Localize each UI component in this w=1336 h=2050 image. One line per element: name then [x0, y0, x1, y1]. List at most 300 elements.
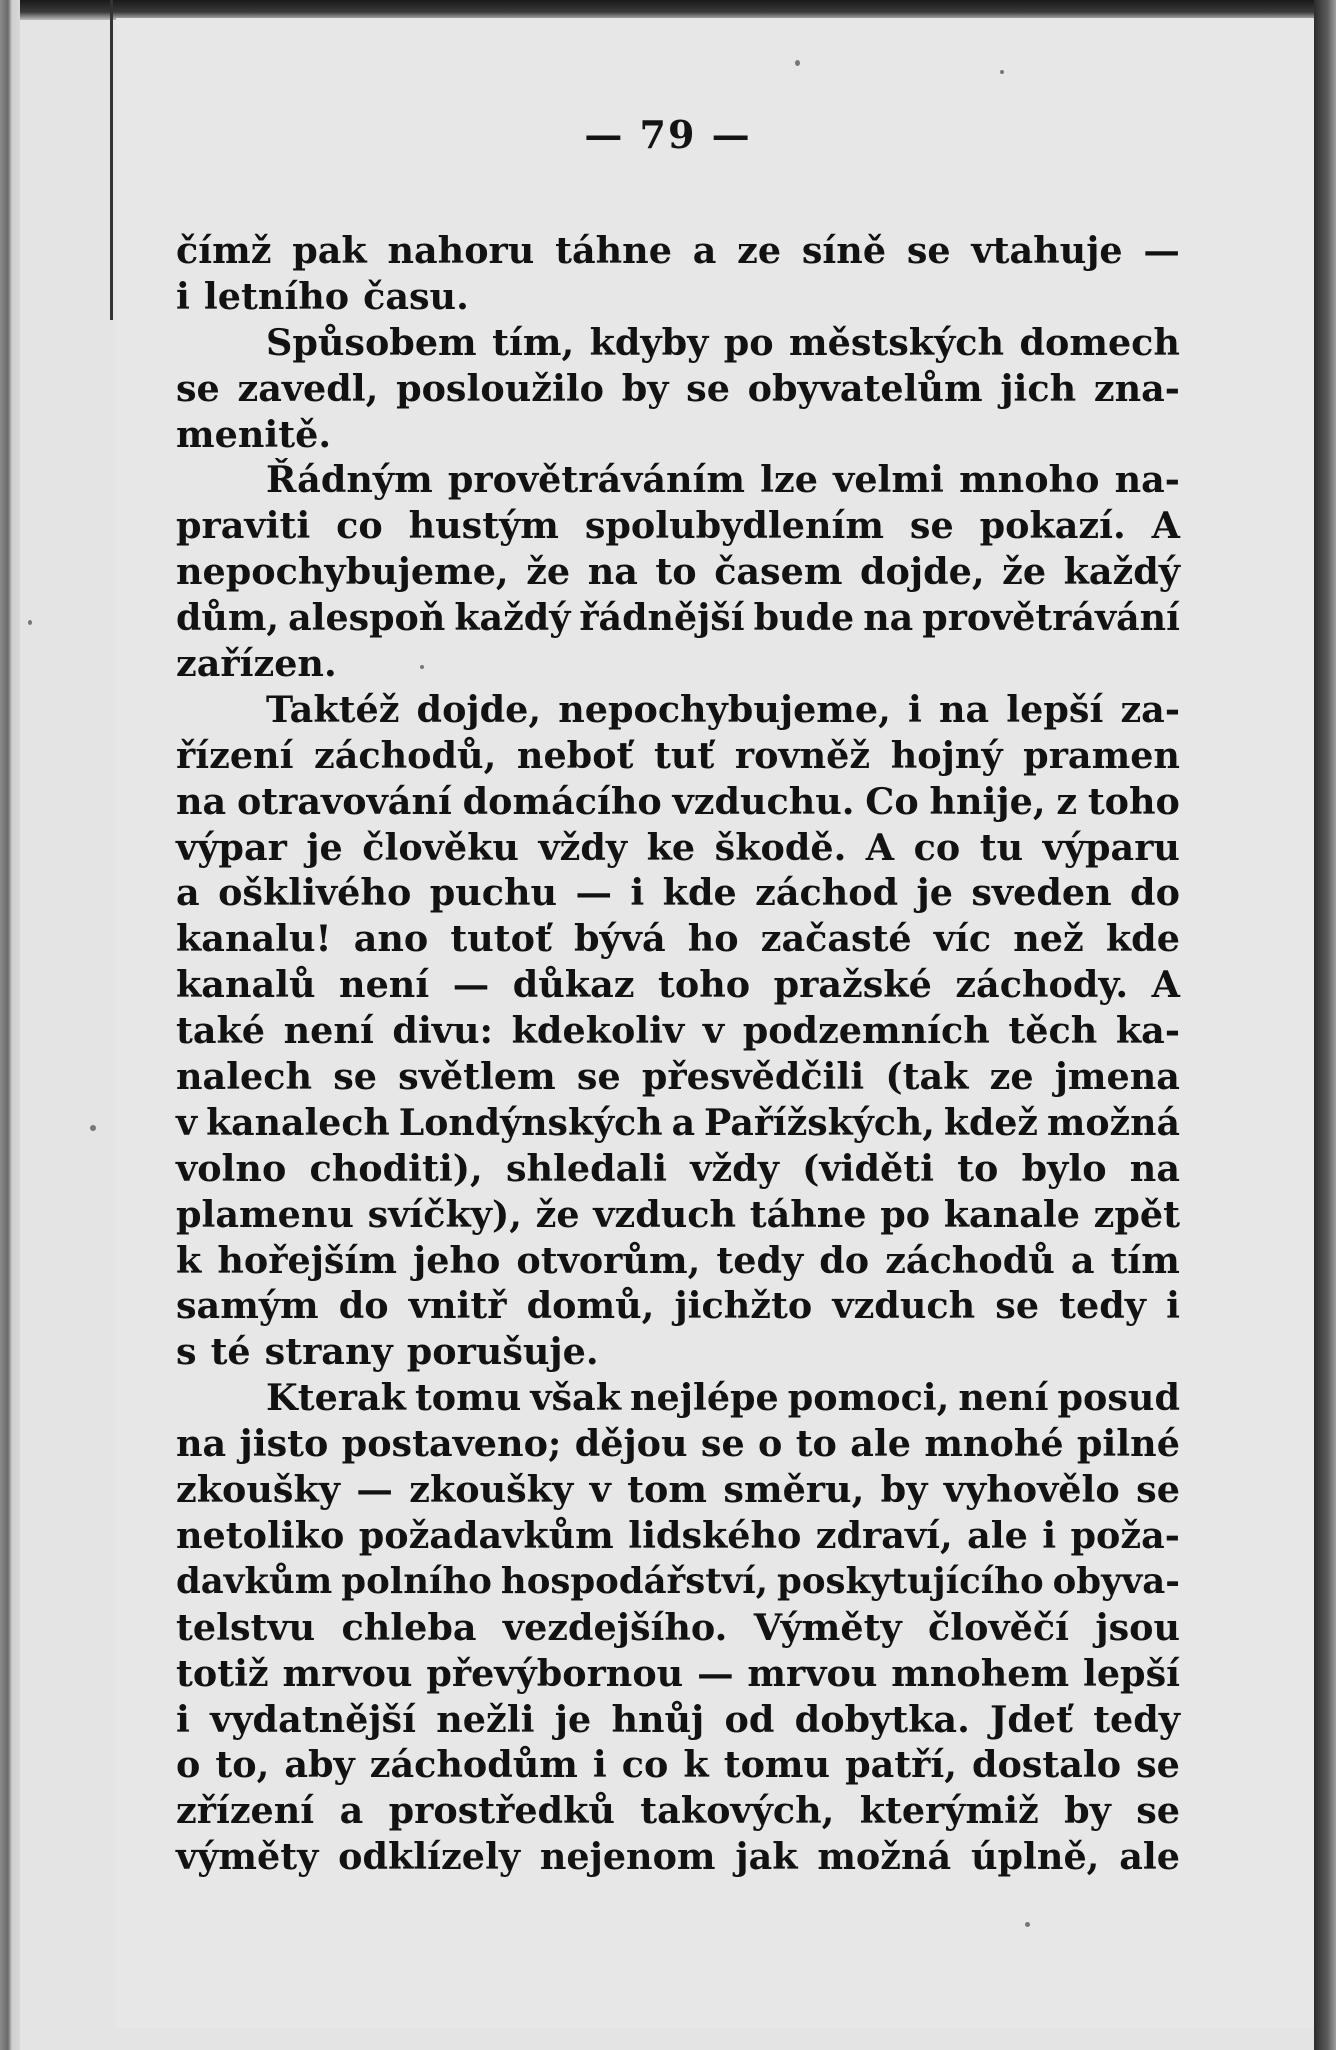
word: zdraví,	[815, 1513, 953, 1557]
word: na	[176, 1422, 227, 1466]
word: obyva-	[1052, 1560, 1180, 1602]
word: zpět	[1093, 1192, 1180, 1236]
body-text	[176, 228, 1180, 1880]
word: se	[1136, 1468, 1180, 1512]
word: lze	[760, 458, 818, 502]
word: poskytujícího	[777, 1560, 1044, 1602]
word: ano	[353, 917, 429, 961]
text-line	[176, 962, 1180, 1008]
text-line	[176, 366, 1180, 412]
word: i	[176, 1697, 190, 1741]
word: Pařížských,	[704, 1100, 935, 1144]
word: ze	[989, 1055, 1034, 1099]
text-line	[176, 457, 1180, 503]
word: síně	[801, 229, 887, 272]
word: porušuje.	[406, 1330, 599, 1374]
word: je	[554, 1697, 592, 1741]
word: hospodářství,	[500, 1560, 769, 1602]
word: davkům	[176, 1560, 333, 1602]
word: časem	[714, 550, 843, 594]
word: menitě.	[176, 412, 332, 456]
word: pokazí.	[979, 504, 1126, 548]
word: provětráváním	[447, 458, 746, 502]
text-line	[176, 687, 1180, 733]
word: táhne	[749, 1192, 867, 1236]
word: zřízení	[176, 1789, 315, 1833]
word: záchodů,	[314, 733, 497, 777]
word: hustým	[408, 504, 559, 548]
word: —	[575, 871, 612, 915]
word: ošklivého	[218, 871, 412, 915]
word: choditi),	[309, 1146, 483, 1190]
word: po	[723, 320, 774, 364]
word: kanalů	[176, 963, 316, 1007]
word: takových,	[640, 1789, 835, 1833]
word: lidského	[628, 1513, 802, 1557]
word: vydatnější	[210, 1697, 416, 1741]
word: A	[865, 825, 895, 869]
text-line	[176, 1238, 1180, 1284]
word: škodě.	[714, 825, 847, 869]
word: vzduch	[593, 1192, 737, 1236]
word: světlem	[398, 1055, 556, 1099]
word: by	[880, 1468, 928, 1512]
word: není	[958, 1376, 1049, 1420]
word: je	[916, 871, 953, 915]
word: na	[863, 596, 914, 640]
word: kdež	[943, 1100, 1039, 1144]
text-line	[176, 1008, 1180, 1054]
word: alespoň	[288, 596, 446, 640]
word: aby	[284, 1743, 355, 1787]
word: tomu	[414, 1376, 522, 1420]
word: vyhovělo	[943, 1468, 1120, 1512]
word: plamenu	[176, 1192, 354, 1236]
word: posud	[1057, 1376, 1180, 1420]
word: domech	[1019, 320, 1180, 364]
word: prostředků	[388, 1789, 615, 1833]
word: do	[819, 1238, 870, 1282]
word: záchod	[755, 871, 899, 915]
word: to	[655, 550, 697, 594]
word: jak	[735, 1835, 798, 1879]
word: jsou	[1095, 1605, 1180, 1649]
text-line	[176, 1605, 1180, 1651]
word: dějou	[574, 1422, 688, 1466]
word: také	[176, 1009, 266, 1053]
word: v	[702, 1009, 725, 1053]
text-line	[176, 1100, 1180, 1146]
word: možná	[817, 1835, 952, 1879]
word: a	[176, 871, 200, 915]
word: provětrávání	[922, 596, 1180, 640]
word: do	[1130, 871, 1180, 915]
word: tu	[979, 825, 1024, 869]
word: vtahuje	[971, 229, 1123, 272]
word: že	[526, 550, 571, 594]
text-line	[176, 549, 1180, 595]
scan-right-edge	[1314, 0, 1336, 2050]
word: jichžto	[674, 1284, 813, 1328]
word: se	[909, 504, 954, 548]
binding-line	[110, 0, 119, 320]
word: otravování	[236, 779, 452, 823]
word: netoliko	[176, 1513, 345, 1557]
word: mnohé	[924, 1422, 1064, 1466]
word: dostalo	[971, 1743, 1122, 1787]
word: po	[880, 1192, 931, 1236]
word: spolubydlením	[584, 504, 885, 548]
word: by	[621, 366, 669, 410]
word: tedy	[1093, 1697, 1180, 1741]
word: vždy	[690, 1146, 779, 1190]
word: ka-	[1115, 1009, 1180, 1053]
word: Výměty	[753, 1605, 902, 1649]
word: co	[621, 1743, 669, 1787]
word: kde	[1105, 917, 1180, 961]
text-line	[176, 1467, 1180, 1513]
word: obyvatelům	[747, 366, 983, 410]
word: Taktéž	[266, 687, 400, 731]
word: i	[1042, 1513, 1057, 1557]
scan-left-edge	[0, 0, 20, 2050]
text-line	[176, 320, 1180, 366]
word: —	[356, 1468, 393, 1512]
text-line	[176, 733, 1180, 779]
word: záchodům	[369, 1743, 578, 1787]
text-line	[176, 1329, 1180, 1375]
dust-speck	[1025, 1922, 1030, 1927]
word: tom	[627, 1468, 708, 1512]
word: hojný	[890, 733, 1003, 777]
word: (viděti	[802, 1146, 934, 1190]
word: telstvu	[176, 1605, 316, 1649]
word: přesvědčili	[641, 1055, 865, 1099]
text-line	[176, 503, 1180, 549]
word: nahoru	[387, 229, 535, 272]
text-line	[176, 412, 1180, 458]
word: kanalu!	[176, 917, 332, 961]
word: pak	[292, 229, 367, 272]
word: posloužilo	[396, 366, 605, 410]
word: hnůj	[611, 1697, 705, 1741]
word: ho	[687, 917, 739, 961]
word: zkoušky	[409, 1468, 574, 1512]
word: na	[176, 779, 227, 823]
word: mrvou	[747, 1651, 878, 1695]
word: každý	[454, 596, 571, 640]
word: mnoho	[959, 458, 1100, 502]
word: zna-	[1093, 366, 1180, 410]
word: co	[913, 825, 961, 869]
word: se	[333, 1055, 377, 1099]
text-line	[176, 1559, 1180, 1605]
text-line	[176, 274, 1180, 320]
word: samým	[176, 1284, 319, 1328]
word: to	[795, 1422, 837, 1466]
dust-speck	[795, 60, 800, 66]
word: vzduchu.	[672, 779, 855, 823]
word: kanale	[943, 1192, 1080, 1236]
word: pražské	[773, 963, 932, 1007]
word: totiž	[176, 1651, 269, 1695]
word: na-	[1114, 458, 1180, 502]
word: o	[176, 1743, 201, 1787]
word: a	[1070, 1238, 1095, 1282]
text-line	[176, 779, 1180, 825]
word: lepší	[1082, 1651, 1180, 1695]
word: se	[906, 229, 951, 272]
word: se	[176, 366, 220, 410]
word: rovněž	[734, 733, 871, 777]
word: pomoci,	[787, 1376, 950, 1420]
word: tedy	[1059, 1284, 1146, 1328]
word: každý	[1063, 550, 1180, 594]
word: polního	[341, 1560, 492, 1602]
word: dojde,	[416, 687, 542, 731]
word: patří,	[845, 1743, 957, 1787]
word: není	[283, 1009, 374, 1053]
text-line	[176, 1651, 1180, 1697]
word: toho	[1087, 779, 1180, 823]
word: i	[176, 274, 190, 318]
text-line	[176, 1513, 1180, 1559]
word: než	[1013, 917, 1084, 961]
word: velmi	[833, 458, 944, 502]
word: se	[576, 1055, 621, 1099]
word: výměty	[176, 1835, 319, 1879]
word: to	[957, 1146, 999, 1190]
word: tedy	[716, 1238, 804, 1282]
word: —	[452, 963, 490, 1007]
word: by	[1064, 1789, 1111, 1833]
word: že	[535, 1192, 580, 1236]
word: tím,	[492, 320, 575, 364]
word: z	[1056, 779, 1078, 823]
page-number: — 79 —	[584, 112, 752, 157]
word: Řádným	[266, 458, 433, 502]
word: na	[587, 550, 638, 594]
word: chleba	[341, 1605, 477, 1649]
word: kanalech	[206, 1100, 390, 1144]
word: možná	[1047, 1100, 1180, 1144]
word: a	[692, 229, 717, 272]
word: Kterak	[266, 1376, 406, 1420]
word: hnije,	[929, 779, 1046, 823]
word: praviti	[176, 504, 311, 548]
word: začasté	[760, 917, 912, 961]
word: o	[758, 1422, 783, 1466]
word: A	[1151, 963, 1180, 1007]
word: bývá	[574, 917, 666, 961]
word: mrvou	[282, 1651, 413, 1695]
word: výparu	[1042, 825, 1180, 869]
word: podzemních	[742, 1009, 990, 1053]
text-line	[176, 1788, 1180, 1834]
word: že	[1002, 550, 1047, 594]
word: je	[306, 825, 343, 869]
word: toho	[658, 963, 751, 1007]
word: shledali	[505, 1146, 668, 1190]
word: těch	[1008, 1009, 1098, 1053]
word: nepochybujeme,	[558, 687, 891, 731]
word: otvorům,	[516, 1238, 701, 1282]
word: požadavkům	[358, 1513, 614, 1557]
word: neboť	[516, 733, 634, 777]
word: za-	[1120, 687, 1180, 731]
word: ale	[1119, 1835, 1180, 1879]
word: vzduch	[832, 1284, 976, 1328]
word: A	[1151, 504, 1180, 548]
word: převýbornou	[426, 1651, 684, 1695]
word: člověčí	[928, 1605, 1069, 1649]
text-line	[176, 1421, 1180, 1467]
word: s	[176, 1330, 197, 1374]
text-line	[176, 1697, 1180, 1743]
word: i	[1166, 1284, 1180, 1328]
word: zkoušky	[176, 1468, 340, 1512]
dust-speck	[1000, 70, 1004, 74]
word: řízení	[176, 733, 294, 777]
word: Londýnských	[398, 1100, 663, 1144]
word: tuť	[654, 733, 715, 777]
word: ze	[737, 229, 782, 272]
word: Co	[865, 779, 919, 823]
word: kdyby	[589, 320, 709, 364]
word: a	[671, 1100, 696, 1144]
word: se	[1136, 1789, 1180, 1833]
word: domů,	[526, 1284, 655, 1328]
word: i	[630, 871, 645, 915]
word: i	[592, 1743, 607, 1787]
word: ale	[967, 1513, 1028, 1557]
text-line	[176, 595, 1180, 641]
word: k	[176, 1238, 202, 1282]
word: jmena	[1054, 1055, 1180, 1099]
word: svíčky),	[367, 1192, 522, 1236]
text-line	[176, 870, 1180, 916]
text-line	[176, 641, 1180, 687]
word: mnohem	[891, 1651, 1070, 1695]
word: bylo	[1021, 1146, 1107, 1190]
word: na	[1129, 1146, 1180, 1190]
word: času.	[363, 274, 469, 318]
word: letního	[203, 274, 350, 318]
word: od	[724, 1697, 775, 1741]
word: Jdeť	[990, 1697, 1073, 1741]
word: městských	[789, 320, 1005, 364]
dust-speck	[90, 1125, 96, 1131]
text-line	[176, 228, 1180, 274]
word: táhne	[555, 229, 672, 272]
word: —	[1143, 229, 1180, 272]
text-line	[176, 1054, 1180, 1100]
word: vezdejšího.	[502, 1605, 728, 1649]
word: postaveno;	[341, 1422, 562, 1466]
word: jeho	[413, 1238, 501, 1282]
word: lepší	[1006, 687, 1104, 731]
text-line	[176, 1742, 1180, 1788]
word: bude	[753, 596, 855, 640]
word: (tak	[885, 1055, 969, 1099]
word: na	[938, 687, 990, 731]
word: směru,	[723, 1468, 865, 1512]
word: divu:	[392, 1009, 494, 1053]
word: záchody.	[955, 963, 1129, 1007]
word: se	[686, 366, 730, 410]
word: však	[530, 1376, 621, 1420]
text-line	[176, 1834, 1180, 1880]
word: co	[336, 504, 383, 548]
word: ke	[646, 825, 696, 869]
word: zavedl,	[237, 366, 379, 410]
word: člověku	[362, 825, 519, 869]
word: to,	[215, 1743, 270, 1787]
word: víc	[933, 917, 992, 961]
word: v	[589, 1468, 611, 1512]
word: do	[338, 1284, 389, 1328]
word: dojde,	[860, 550, 985, 594]
word: kterýmiž	[859, 1789, 1039, 1833]
word: čímž	[176, 229, 272, 272]
word: domácího	[462, 779, 662, 823]
word: nalech	[176, 1055, 313, 1099]
word: pramen	[1023, 733, 1180, 777]
word: nejlépe	[630, 1376, 779, 1420]
text-line	[176, 1283, 1180, 1329]
word: a	[339, 1789, 364, 1833]
word: nežli	[436, 1697, 535, 1741]
word: hořejším	[217, 1238, 397, 1282]
word: i	[907, 687, 922, 731]
word: Spůsobem	[266, 320, 477, 364]
word: tutoť	[450, 917, 552, 961]
word: strany	[264, 1330, 393, 1374]
word: se	[1136, 1743, 1180, 1787]
word: jich	[1000, 366, 1077, 410]
word: vnitř	[408, 1284, 507, 1328]
word: se	[995, 1284, 1040, 1328]
word: nejenom	[539, 1835, 716, 1879]
word: pilné	[1076, 1422, 1180, 1466]
scan-top-edge	[0, 0, 1336, 20]
word: dobytka.	[794, 1697, 970, 1741]
word: důkaz	[512, 963, 635, 1007]
word: úplně,	[971, 1835, 1100, 1879]
word: puchu	[429, 871, 558, 915]
word: vždy	[538, 825, 628, 869]
word: jisto	[239, 1422, 329, 1466]
word: volno	[176, 1146, 287, 1190]
word: té	[210, 1330, 251, 1374]
word: tomu	[723, 1743, 831, 1787]
word: sveden	[971, 871, 1112, 915]
word: odklízely	[338, 1835, 521, 1879]
word: zařízen.	[176, 642, 337, 686]
word: kde	[662, 871, 737, 915]
text-line	[176, 1375, 1180, 1421]
word: kdekoliv	[511, 1009, 685, 1053]
text-line	[176, 825, 1180, 871]
text-line	[176, 1192, 1180, 1238]
word: není	[339, 963, 430, 1007]
word: v	[176, 1100, 198, 1144]
word: záchodů	[885, 1238, 1055, 1282]
word: výpar	[176, 825, 287, 869]
word: nepochybujeme,	[176, 550, 509, 594]
dust-speck	[28, 620, 32, 625]
word: ale	[850, 1422, 911, 1466]
